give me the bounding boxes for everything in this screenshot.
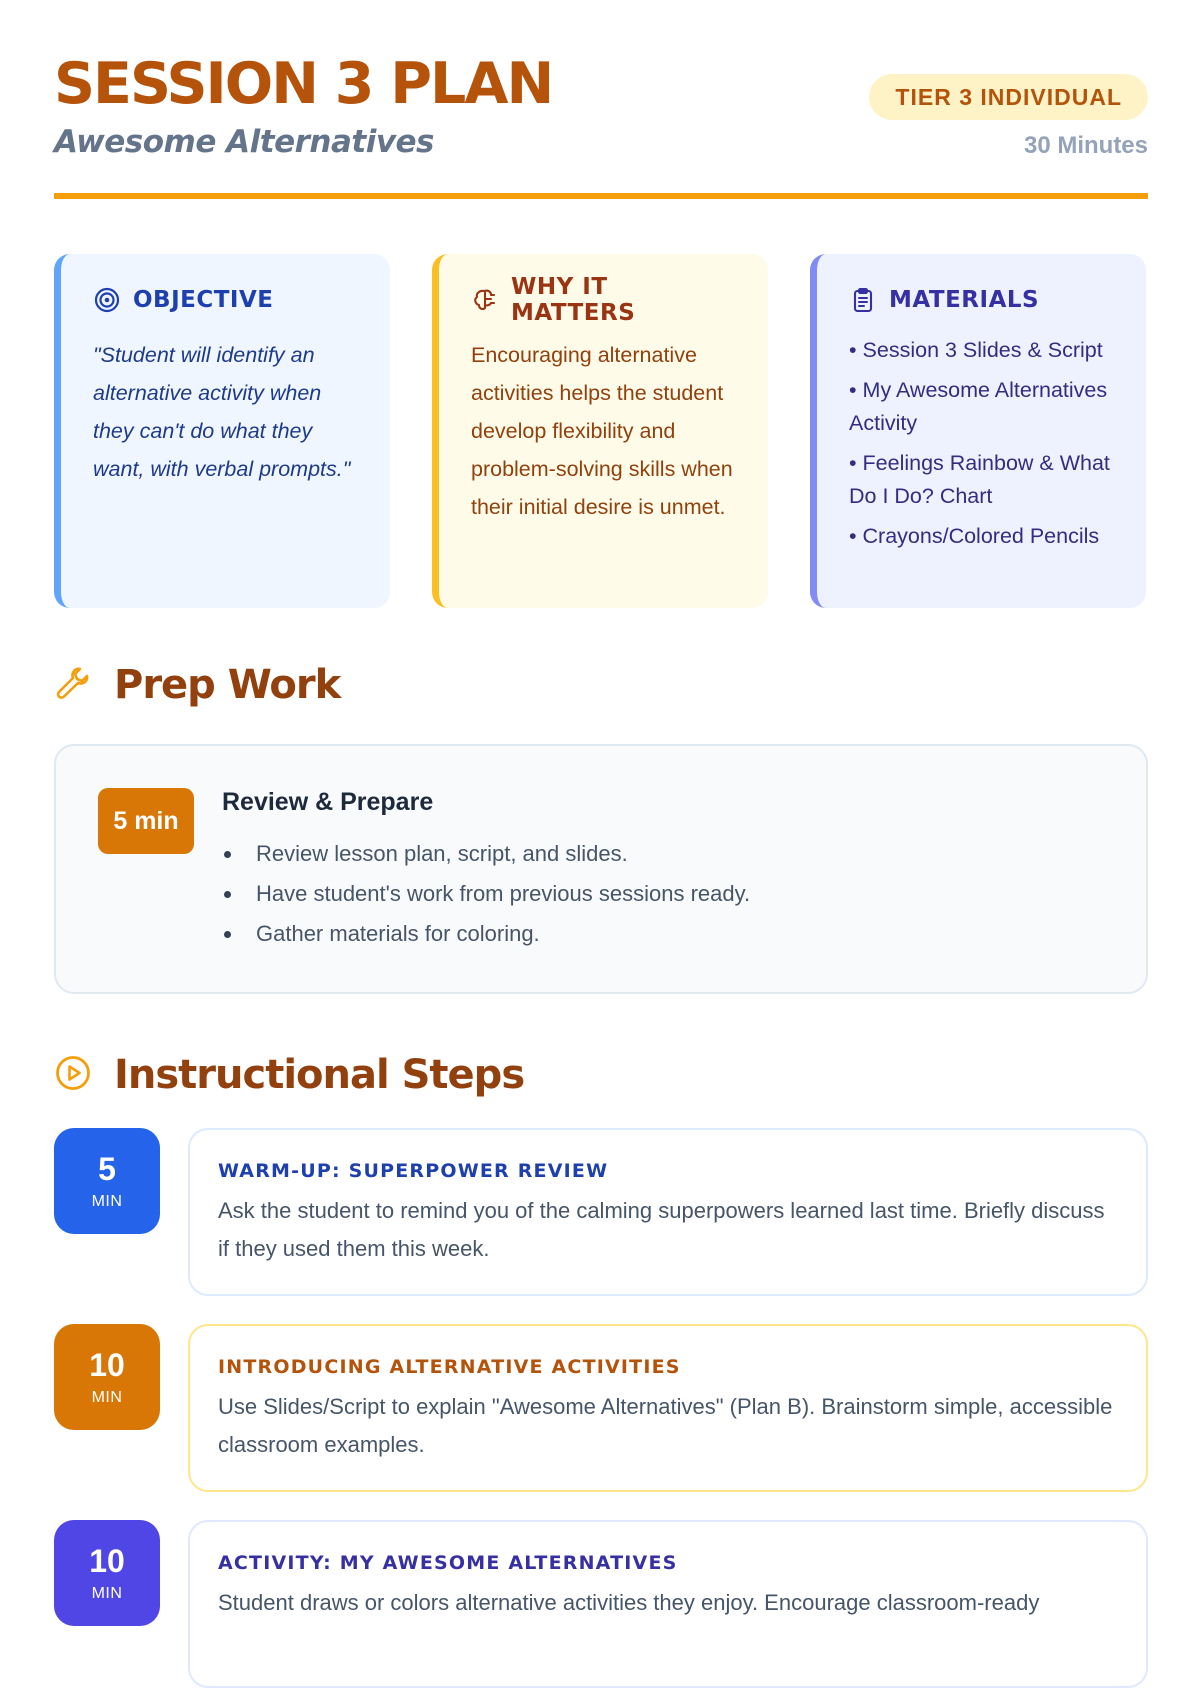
step-time-badge xyxy=(54,1128,160,1234)
step-minutes: 10 xyxy=(89,1543,125,1579)
step-unit: MIN xyxy=(91,1193,123,1210)
prep-card xyxy=(54,744,1148,994)
materials-list xyxy=(849,334,1118,553)
session-duration: 30 Minutes xyxy=(1023,132,1148,159)
materials-card xyxy=(810,254,1146,608)
objective-text: "Student will identify an alternative activity when they can't do what they want, with verbal prompts." xyxy=(93,343,351,481)
why-it-matters-title: WHY IT MATTERS xyxy=(511,274,636,326)
prep-work-heading xyxy=(54,662,340,708)
prep-title: Review & Prepare xyxy=(222,788,434,816)
instructional-steps-title: Instructional Steps xyxy=(114,1052,525,1098)
instructional-steps-heading xyxy=(54,1052,524,1098)
materials-item: • Crayons/Colored Pencils xyxy=(849,520,1118,553)
target-icon xyxy=(93,286,121,314)
prep-item: Gather materials for coloring. xyxy=(222,914,750,954)
page-subtitle: Awesome Alternatives xyxy=(54,124,434,160)
step-title: INTRODUCING ALTERNATIVE ACTIVITIES xyxy=(218,1356,681,1378)
play-circle-icon xyxy=(54,1054,92,1097)
step-time-badge xyxy=(54,1324,160,1430)
prep-list xyxy=(222,834,750,954)
step-card xyxy=(188,1324,1148,1492)
prep-item: Review lesson plan, script, and slides. xyxy=(222,834,750,874)
step-minutes: 5 xyxy=(98,1151,116,1187)
page-header xyxy=(54,0,1148,200)
prep-time-badge: 5 min xyxy=(98,788,194,854)
prep-item: Have student's work from previous sessions ready. xyxy=(222,874,750,914)
step-title: WARM-UP: SUPERPOWER REVIEW xyxy=(218,1160,609,1182)
tier-badge: TIER 3 INDIVIDUAL xyxy=(869,74,1148,120)
step-unit: MIN xyxy=(91,1585,123,1602)
step-card xyxy=(188,1128,1148,1296)
why-it-matters-text: Encouraging alternative activities helps the student develop flexibility and problem-solving skills when their initial desire is unmet. xyxy=(471,343,733,519)
step-description: Use Slides/Script to explain "Awesome Alternatives" (Plan B). Brainstorm simple, accessible classroom examples. xyxy=(218,1394,1113,1457)
prep-work-title: Prep Work xyxy=(114,662,341,708)
objective-card xyxy=(54,254,390,608)
why-it-matters-card xyxy=(432,254,768,608)
step-card xyxy=(188,1520,1148,1688)
page-title: SESSION 3 PLAN xyxy=(54,51,553,117)
wrench-icon xyxy=(54,664,92,707)
session-plan-page xyxy=(54,0,1148,1615)
info-cards xyxy=(54,254,1148,608)
clipboard-icon xyxy=(849,286,877,314)
step-unit: MIN xyxy=(91,1389,123,1406)
step-title: ACTIVITY: MY AWESOME ALTERNATIVES xyxy=(218,1552,678,1574)
materials-item: • Session 3 Slides & Script xyxy=(849,334,1118,367)
step-description: Ask the student to remind you of the calming superpowers learned last time. Briefly discuss if they used them this week. xyxy=(218,1198,1105,1261)
header-divider xyxy=(54,193,1148,199)
materials-title: MATERIALS xyxy=(889,287,1040,313)
materials-item: • Feelings Rainbow & What Do I Do? Chart xyxy=(849,447,1118,513)
brain-icon xyxy=(471,286,499,314)
step-description: Student draws or colors alternative activities they enjoy. Encourage classroom-ready xyxy=(218,1590,1040,1615)
objective-title: OBJECTIVE xyxy=(133,287,274,313)
step-time-badge xyxy=(54,1520,160,1626)
materials-item: • My Awesome Alternatives Activity xyxy=(849,374,1118,440)
step-minutes: 10 xyxy=(89,1347,125,1383)
